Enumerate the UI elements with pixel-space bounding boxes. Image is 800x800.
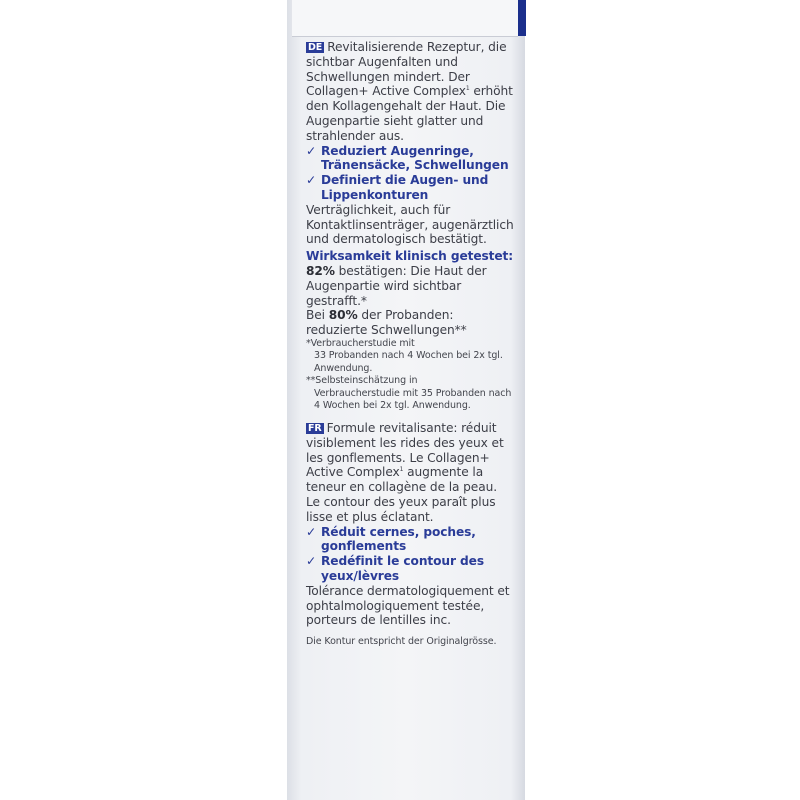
check-icon: ✓	[306, 554, 317, 569]
de-second-result	[306, 308, 514, 338]
fr-intro-footnote-mark: 1	[399, 466, 404, 474]
fr-intro	[306, 421, 514, 525]
de-tolerance: Verträglichkeit, auch für Kontaktlinsenträger, augenärztlich und dermatologisch bestätigt.	[306, 202, 514, 247]
de-second-text: der Probanden: reduzierte Schwellungen**	[306, 308, 467, 338]
de-intro-text: Revitalisierende Rezeptur, die sichtbar Augenfalten und Schwellungen mindert. Der Collagen+ Active Complex	[306, 40, 507, 99]
de-check-label: Definiert die Augen- und Lippenkonturen	[321, 173, 489, 202]
fr-check-item	[306, 525, 514, 555]
package-blue-edge	[518, 0, 526, 36]
fr-tolerance: Tolérance dermatologiquement et ophtalmologiquement testée, porteurs de lentilles inc.	[306, 583, 510, 628]
fr-intro-text-rest: augmente la teneur en collagène de la peau. Le contour des yeux paraît plus lisse et plus éclatant.	[306, 465, 497, 524]
de-clinical-percent: 82%	[306, 263, 335, 278]
de-check-label: Reduziert Augenringe, Tränensäcke, Schwellungen	[321, 143, 509, 173]
de-footnote-1-first: *Verbraucherstudie mit	[306, 337, 415, 349]
fr-language-tag: FR	[308, 422, 322, 434]
package-top-flap	[292, 0, 518, 37]
product-description	[306, 40, 514, 649]
de-footnote-1-rest: 33 Probanden nach 4 Wochen bei 2x tgl. Anwendung.	[314, 350, 503, 374]
de-clinical-text: bestätigen: Die Haut der Augenpartie wird sichtbar gestrafft.*	[306, 263, 487, 308]
de-footnote-1	[306, 338, 514, 376]
de-intro-text-rest: erhöht den Kollagengehalt der Haut. Die Augenpartie sieht glatter und strahlender aus.	[306, 84, 513, 143]
de-clinical	[306, 249, 514, 308]
de-footnote-2-first: **Selbsteinschätzung in	[306, 375, 418, 387]
de-footnote-2	[306, 375, 514, 413]
contour-note: Die Kontur entspricht der Originalgrösse.	[306, 636, 497, 648]
de-clinical-heading: Wirksamkeit klinisch getestet:	[306, 249, 514, 264]
fr-check-label: Redéfinit le contour des yeux/lèvres	[321, 554, 484, 583]
check-icon: ✓	[306, 524, 317, 539]
fr-check-item	[306, 554, 514, 584]
de-check-item	[306, 144, 514, 174]
fr-intro-text: Formule revitalisante: réduit visiblement les rides des yeux et les gonflements. Le Collagen+ Active Complex	[306, 420, 504, 480]
check-icon: ✓	[306, 143, 317, 158]
de-check-item	[306, 173, 514, 203]
fr-check-label: Réduit cernes, poches, gonflements	[321, 524, 476, 554]
de-intro	[306, 40, 514, 144]
de-second-pre: Bei	[306, 308, 329, 323]
de-intro-footnote-mark: 1	[465, 85, 470, 93]
de-language-tag: DE	[308, 42, 323, 53]
de-second-percent: 80%	[328, 308, 358, 323]
check-icon: ✓	[306, 173, 317, 188]
de-footnote-2-rest: Verbraucherstudie mit 35 Probanden nach 4 Wochen bei 2x tgl. Anwendung.	[314, 387, 512, 412]
